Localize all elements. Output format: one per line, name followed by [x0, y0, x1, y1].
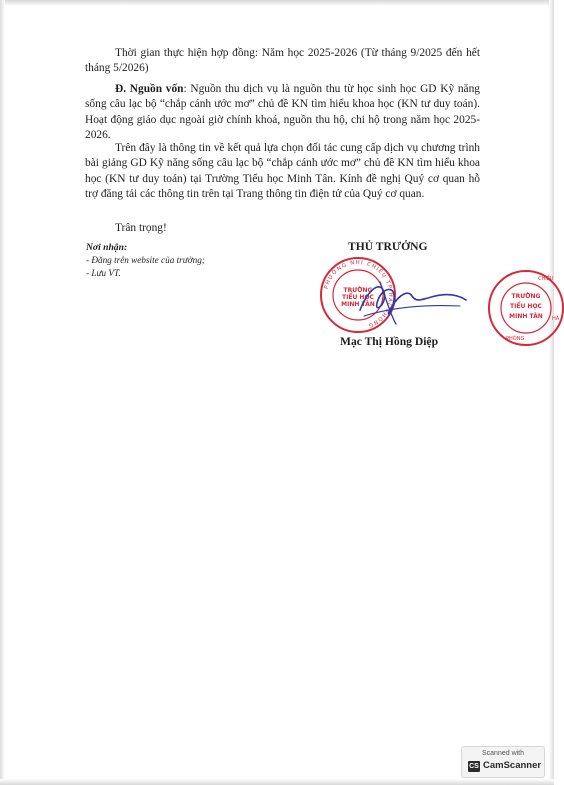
- page-edge-top: [0, 0, 554, 6]
- recipient-item: - Đăng trên website của trường;: [86, 255, 205, 265]
- badge-brand-name: CamScanner: [483, 760, 542, 771]
- svg-text:PHÒNG: PHÒNG: [506, 336, 525, 342]
- badge-caption: Scanned with: [481, 750, 525, 757]
- handwritten-signature: [350, 270, 470, 330]
- closing-text: Trân trọng!: [115, 222, 167, 234]
- funding-paragraph: [85, 82, 480, 143]
- page-edge-left: [0, 0, 5, 785]
- camscanner-badge: [461, 746, 545, 778]
- second-stamp-partial: [486, 268, 564, 348]
- svg-text:CHIỂU: CHIỂU: [538, 276, 554, 282]
- summary-paragraph: Trên đây là thông tin về kết quả lựa chọn đối tác cung cấp dịch vụ chương trình bài giảng GD Kỹ năng sống câu lạc bộ “chắp cánh ước mơ” chủ đề KN tìm hiểu khoa học (KN tư duy toán) tại Trường Tiểu học Minh Tân. Kính đề nghị Quý cơ quan hỗ trợ đăng tải các thông tin trên tại Trang thông tin điện tử của Quý cơ quan.: [85, 142, 480, 200]
- svg-text:TIỂU HỌC: TIỂU HỌC: [342, 294, 374, 301]
- recipient-item: - Lưu VT.: [86, 268, 121, 278]
- contract-time-paragraph: Thời gian thực hiện hợp đồng: Năm học 2025-2026 (Từ tháng 9/2025 đến hết tháng 5/2026): [85, 47, 480, 75]
- svg-text:TIỂU HỌC: TIỂU HỌC: [510, 303, 542, 310]
- svg-text:HÀ: HÀ: [552, 316, 560, 322]
- page-edge-bottom: [0, 779, 554, 785]
- svg-text:MINH TÂN: MINH TÂN: [509, 313, 543, 320]
- signer-name: Mạc Thị Hồng Diệp: [340, 335, 439, 348]
- svg-text:TRƯỜNG: TRƯỜNG: [511, 293, 541, 300]
- funding-text: : Nguồn thu dịch vụ là nguồn thu từ học sinh học GD Kỹ năng sống câu lạc bộ “chắp cánh ước mơ” chủ đề KN tìm hiểu khoa học (KN tư duy toán). Hoạt động giáo dục ngoài giờ chính khoá, nguồn thu hộ, chi hộ trong năm học 2025-2026.: [85, 83, 480, 141]
- page-edge-right: [549, 0, 554, 785]
- stamp-ring-text: PHƯỜNG NHI CHIỂU TP HẢI PHÒNG: [323, 259, 394, 329]
- signer-title: THỦ TRƯỞNG: [348, 240, 428, 253]
- funding-label: Đ. Nguồn vốn: [115, 83, 184, 95]
- svg-text:TRƯỜNG: TRƯỜNG: [343, 287, 373, 294]
- svg-text:MINH TÂN: MINH TÂN: [341, 301, 375, 308]
- recipients-title: Nơi nhận:: [86, 242, 128, 253]
- camscanner-logo-icon: CS: [469, 763, 479, 770]
